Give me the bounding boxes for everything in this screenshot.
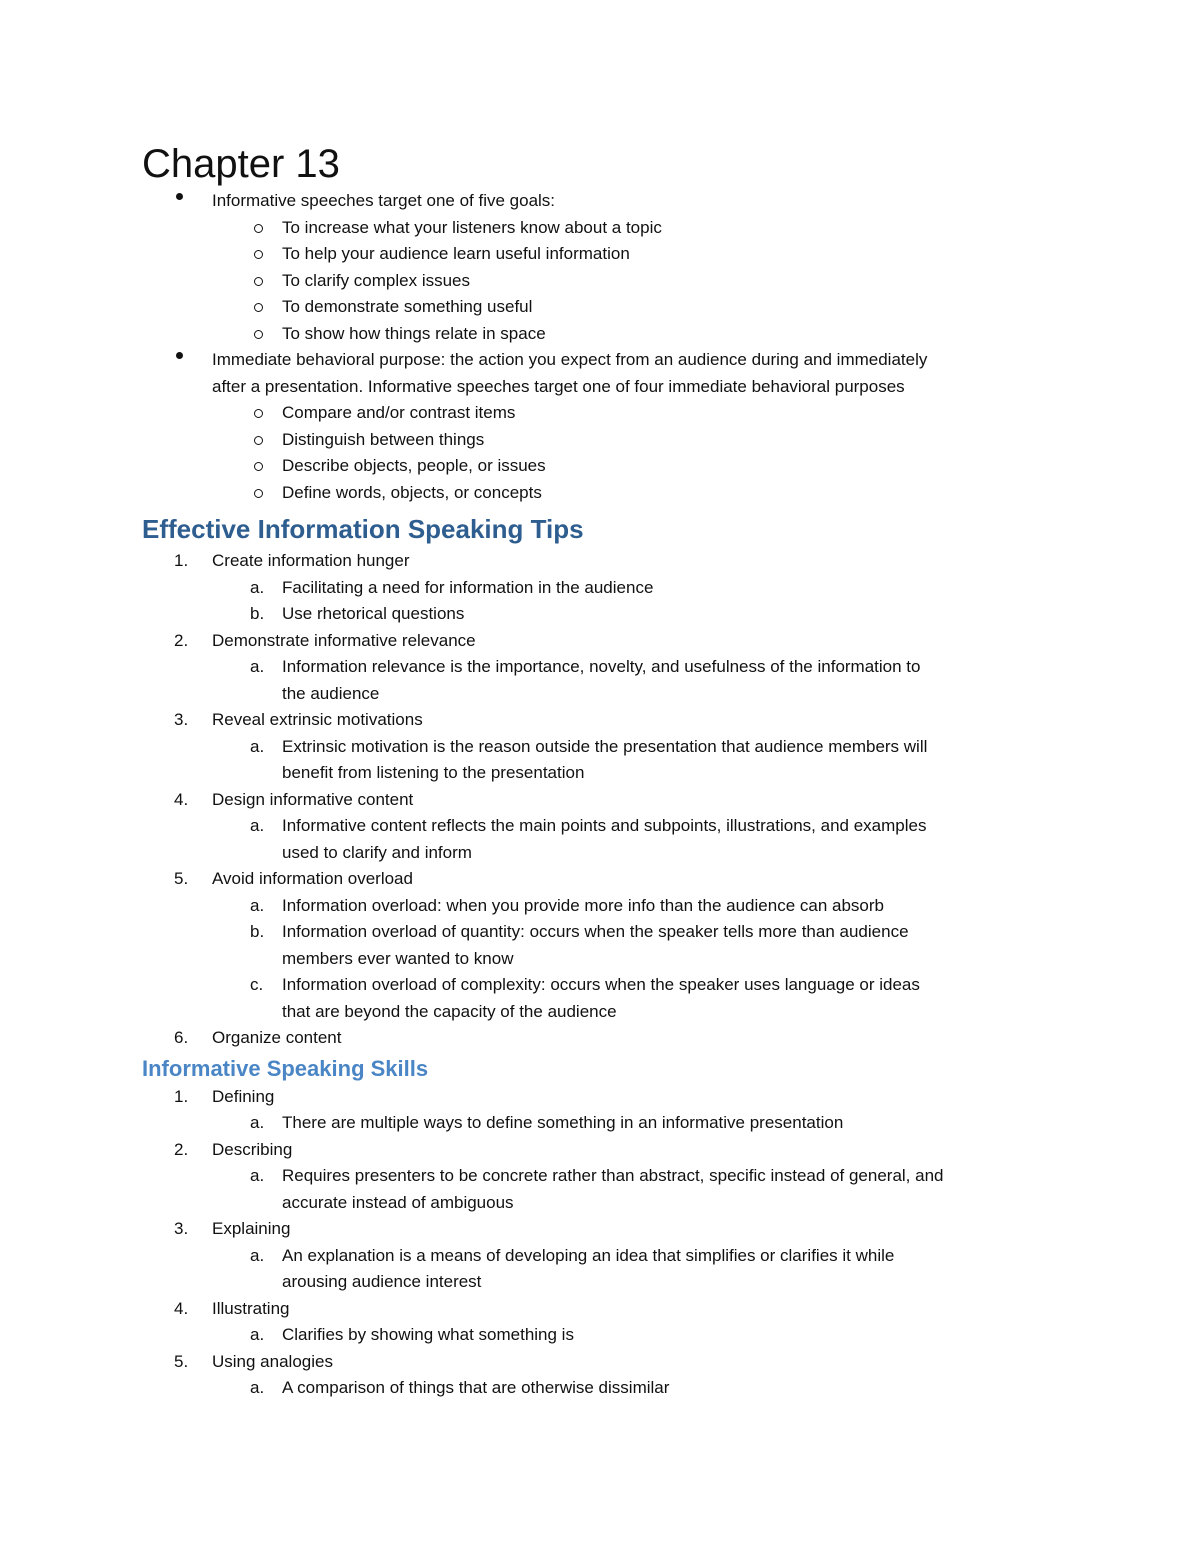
lettered-subitem xyxy=(142,601,1062,628)
section-heading-tips: Effective Information Speaking Tips xyxy=(142,514,584,544)
subitem-letter: a. xyxy=(250,1325,265,1344)
lettered-subitem xyxy=(142,893,1062,920)
bullet-text: Informative speeches target one of five goals: xyxy=(212,191,556,210)
subitem-continuation xyxy=(142,760,1062,787)
item-number: 1. xyxy=(174,1086,189,1106)
hollow-bullet-icon xyxy=(254,250,263,259)
numbered-item xyxy=(142,1137,1062,1164)
subitem-letter: a. xyxy=(250,1113,265,1132)
sub-bullet-item xyxy=(142,241,1062,268)
item-text: Avoid information overload xyxy=(212,869,413,888)
hollow-bullet-icon xyxy=(254,462,263,471)
lettered-subitem xyxy=(142,654,1062,681)
sub-bullet-text: To help your audience learn useful information xyxy=(282,244,630,263)
bullet-text: Immediate behavioral purpose: the action you expect from an audience during and immediately xyxy=(212,350,928,369)
subitem-continuation xyxy=(142,1190,1062,1217)
numbered-item xyxy=(142,1296,1062,1323)
item-number: 3. xyxy=(174,1219,189,1238)
subitem-letter: a. xyxy=(250,895,265,915)
sub-bullet-text: Compare and/or contrast items xyxy=(282,403,516,422)
subitem-continuation xyxy=(142,946,1062,973)
item-text: Defining xyxy=(212,1086,275,1106)
tips-list xyxy=(142,548,1062,1052)
bullet-item xyxy=(142,188,1062,215)
subitem-letter: b. xyxy=(250,604,265,623)
numbered-item xyxy=(142,1025,1062,1052)
bullet-icon xyxy=(176,193,183,200)
sub-bullet-text: To show how things relate in space xyxy=(282,323,546,343)
subitem-text: accurate instead of ambiguous xyxy=(282,1192,514,1212)
sub-bullet-item xyxy=(142,268,1062,295)
subitem-text: An explanation is a means of developing an idea that simplifies or clarifies it while xyxy=(282,1245,895,1265)
lettered-subitem xyxy=(142,1163,1062,1190)
subitem-text: Information relevance is the importance, novelty, and usefulness of the information to xyxy=(282,657,921,676)
sub-bullet-item xyxy=(142,321,1062,348)
subitem-text: arousing audience interest xyxy=(282,1272,482,1291)
numbered-item xyxy=(142,1084,1062,1111)
lettered-subitem xyxy=(142,813,1062,840)
lettered-subitem xyxy=(142,1375,1062,1402)
item-number: 5. xyxy=(174,869,189,888)
sub-bullet-text: To clarify complex issues xyxy=(282,270,471,290)
bullet-text: after a presentation. Informative speeches target one of four immediate behavioral purposes xyxy=(212,376,905,396)
hollow-bullet-icon xyxy=(254,436,263,445)
bullet-item xyxy=(142,347,1062,374)
lettered-subitem xyxy=(142,972,1062,999)
sub-bullet-text: Describe objects, people, or issues xyxy=(282,456,546,475)
sub-bullet-item xyxy=(142,215,1062,242)
hollow-bullet-icon xyxy=(254,277,263,286)
numbered-item xyxy=(142,628,1062,655)
item-number: 4. xyxy=(174,789,189,809)
item-text: Reveal extrinsic motivations xyxy=(212,710,423,729)
skills-list xyxy=(142,1084,1062,1402)
subitem-text: Information overload of quantity: occurs when the speaker tells more than audience xyxy=(282,922,909,941)
subitem-text: Information overload: when you provide more info than the audience can absorb xyxy=(282,895,884,915)
subitem-text: Extrinsic motivation is the reason outside the presentation that audience members will xyxy=(282,736,928,756)
bullet-text-continuation xyxy=(142,374,1062,401)
bullet-icon xyxy=(176,352,183,359)
subitem-text: There are multiple ways to define something in an informative presentation xyxy=(282,1113,844,1132)
item-text: Create information hunger xyxy=(212,551,410,570)
subitem-letter: b. xyxy=(250,922,265,941)
numbered-item xyxy=(142,866,1062,893)
document-page xyxy=(142,140,1062,1402)
subitem-letter: a. xyxy=(250,736,265,756)
item-text: Explaining xyxy=(212,1219,291,1238)
item-text: Organize content xyxy=(212,1028,342,1047)
sub-bullet-item xyxy=(142,400,1062,427)
subitem-continuation xyxy=(142,999,1062,1026)
item-number: 5. xyxy=(174,1351,189,1371)
item-number: 4. xyxy=(174,1298,189,1318)
item-number: 2. xyxy=(174,1139,189,1159)
subitem-text: the audience xyxy=(282,683,380,703)
item-number: 3. xyxy=(174,710,189,729)
subitem-letter: a. xyxy=(250,657,265,676)
subitem-letter: a. xyxy=(250,1378,265,1397)
lettered-subitem xyxy=(142,919,1062,946)
item-text: Design informative content xyxy=(212,789,414,809)
sub-bullet-text: To demonstrate something useful xyxy=(282,297,533,316)
hollow-bullet-icon xyxy=(254,489,263,498)
lettered-subitem xyxy=(142,575,1062,602)
item-text: Using analogies xyxy=(212,1351,333,1371)
numbered-item xyxy=(142,548,1062,575)
subitem-text: A comparison of things that are otherwise dissimilar xyxy=(282,1378,670,1397)
sub-bullet-item xyxy=(142,427,1062,454)
sub-bullet-item xyxy=(142,480,1062,507)
subitem-letter: a. xyxy=(250,577,265,597)
hollow-bullet-icon xyxy=(254,330,263,339)
sub-bullet-text: To increase what your listeners know about a topic xyxy=(282,217,662,237)
subitem-letter: a. xyxy=(250,816,265,835)
item-number: 2. xyxy=(174,630,189,650)
subitem-text: members ever wanted to know xyxy=(282,948,514,968)
subitem-text: Information overload of complexity: occurs when the speaker uses language or ideas xyxy=(282,975,920,994)
sub-bullet-text: Define words, objects, or concepts xyxy=(282,482,542,502)
subitem-text: Facilitating a need for information in the audience xyxy=(282,577,654,597)
subitem-letter: a. xyxy=(250,1245,265,1265)
subitem-text: Informative content reflects the main points and subpoints, illustrations, and examples xyxy=(282,816,927,835)
subitem-text: benefit from listening to the presentation xyxy=(282,763,585,782)
lettered-subitem xyxy=(142,1322,1062,1349)
sub-bullet-text: Distinguish between things xyxy=(282,429,485,449)
sub-bullet-item xyxy=(142,294,1062,321)
subitem-letter: a. xyxy=(250,1166,265,1185)
sub-bullet-item xyxy=(142,453,1062,480)
numbered-item xyxy=(142,707,1062,734)
item-number: 1. xyxy=(174,551,189,570)
subitem-continuation xyxy=(142,840,1062,867)
subitem-continuation xyxy=(142,1269,1062,1296)
numbered-item xyxy=(142,1216,1062,1243)
lettered-subitem xyxy=(142,734,1062,761)
numbered-item xyxy=(142,1349,1062,1376)
hollow-bullet-icon xyxy=(254,409,263,418)
subitem-text: Clarifies by showing what something is xyxy=(282,1325,574,1344)
subitem-text: Requires presenters to be concrete rather than abstract, specific instead of general, and xyxy=(282,1166,944,1185)
lettered-subitem xyxy=(142,1243,1062,1270)
subitem-continuation xyxy=(142,681,1062,708)
subitem-letter: c. xyxy=(250,975,264,994)
page-title: Chapter 13 xyxy=(142,142,340,186)
hollow-bullet-icon xyxy=(254,224,263,233)
subitem-text: used to clarify and inform xyxy=(282,842,472,862)
item-text: Describing xyxy=(212,1139,293,1159)
lettered-subitem xyxy=(142,1110,1062,1137)
item-text: Demonstrate informative relevance xyxy=(212,630,476,650)
item-number: 6. xyxy=(174,1028,189,1047)
subitem-text: that are beyond the capacity of the audience xyxy=(282,1001,617,1021)
numbered-item xyxy=(142,787,1062,814)
item-text: Illustrating xyxy=(212,1298,290,1318)
hollow-bullet-icon xyxy=(254,303,263,312)
subitem-text: Use rhetorical questions xyxy=(282,604,465,623)
section-heading-skills: Informative Speaking Skills xyxy=(142,1055,429,1081)
